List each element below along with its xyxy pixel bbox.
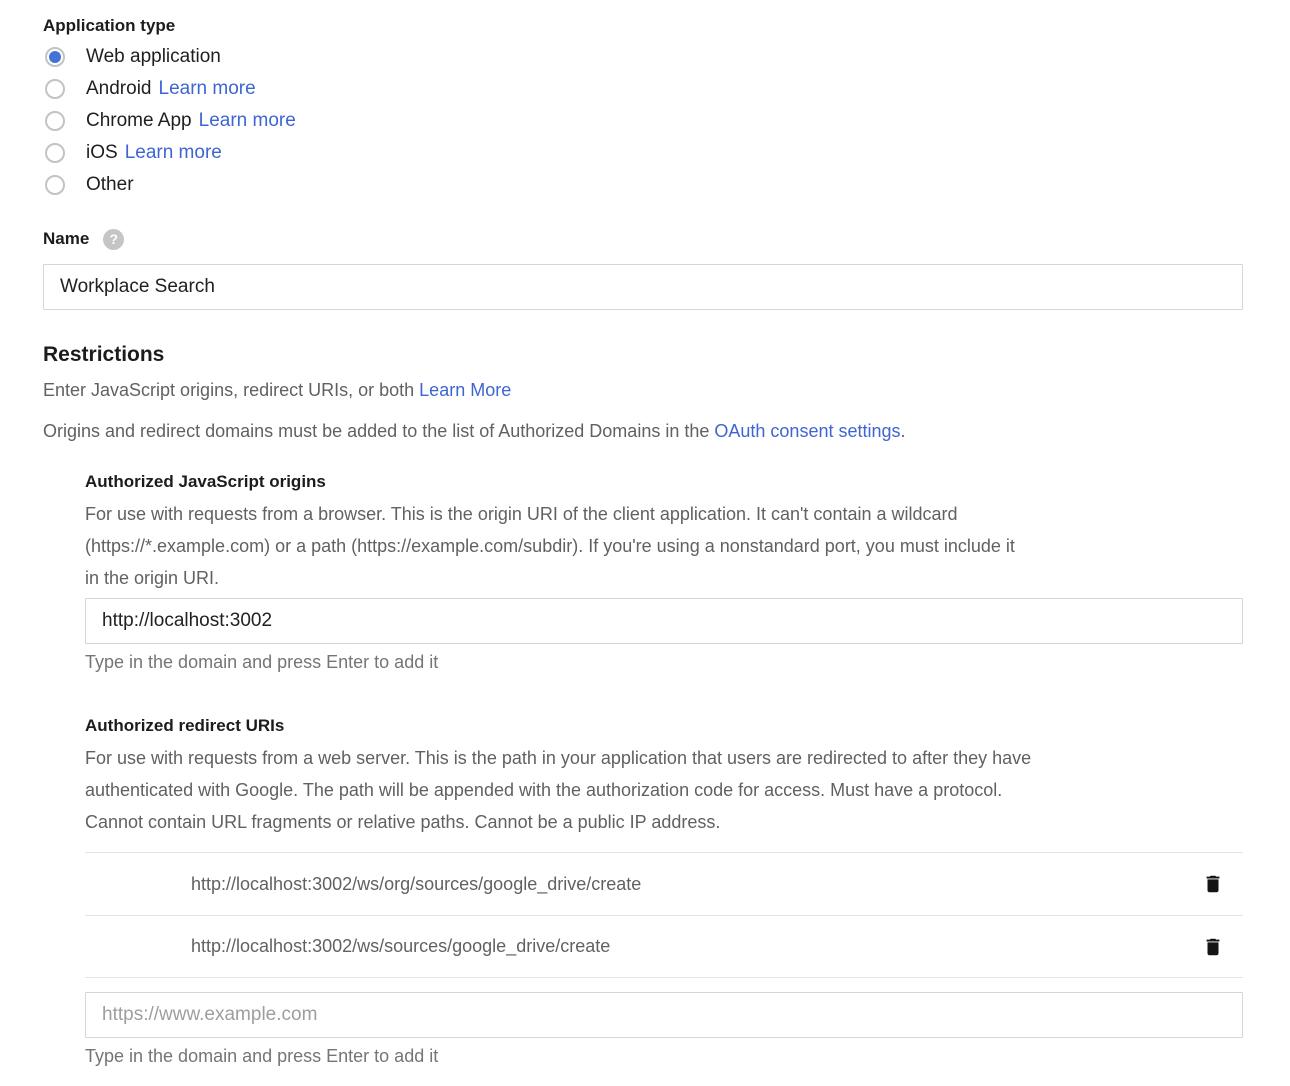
radio-option-web-application[interactable] xyxy=(43,41,1243,73)
js-origins-title: Authorized JavaScript origins xyxy=(85,472,326,491)
redirect-uris-description-line: For use with requests from a web server. This is the path in your application that users are redirected to after they have xyxy=(85,748,1032,768)
radio-option-other[interactable] xyxy=(43,169,1243,201)
name-input[interactable] xyxy=(43,264,1243,310)
authorized-domains-note-text: Origins and redirect domains must be added to the list of Authorized Domains in the xyxy=(43,421,710,441)
redirect-uris-description-line: Cannot contain URL fragments or relative paths. Cannot be a public IP address. xyxy=(85,812,721,832)
redirect-uri-table xyxy=(85,852,1243,978)
radio-dot xyxy=(49,83,61,95)
redirect-uris-description xyxy=(85,742,1243,838)
restrictions-learn-more-link[interactable]: Learn More xyxy=(419,380,512,400)
radio-dot xyxy=(49,147,61,159)
authorized-domains-note xyxy=(43,419,1243,443)
learn-more-link[interactable]: Learn more xyxy=(198,110,296,131)
radio-unselected-icon[interactable] xyxy=(45,175,65,195)
restrictions-intro-text: Enter JavaScript origins, redirect URIs, or both xyxy=(43,380,415,400)
radio-option-label: Android xyxy=(86,78,152,99)
js-origins-input[interactable] xyxy=(85,598,1243,644)
name-label-row xyxy=(43,227,1243,251)
application-type-label: Application type xyxy=(43,16,176,35)
js-origins-helper-text: Type in the domain and press Enter to add it xyxy=(85,652,439,672)
restrictions-title: Restrictions xyxy=(43,343,165,366)
help-icon[interactable]: ? xyxy=(103,229,124,250)
redirect-uris-description-line: authenticated with Google. The path will be appended with the authorization code for access. Must have a protocol. xyxy=(85,780,1003,800)
radio-unselected-icon[interactable] xyxy=(45,143,65,163)
radio-unselected-icon[interactable] xyxy=(45,79,65,99)
delete-uri-button[interactable] xyxy=(1201,871,1225,897)
radio-option-android[interactable] xyxy=(43,73,1243,105)
js-origins-description-line: in the origin URI. xyxy=(85,568,220,588)
note-period: . xyxy=(900,421,906,441)
restrictions-intro xyxy=(43,378,1243,402)
learn-more-link[interactable]: Learn more xyxy=(124,142,222,163)
radio-dot xyxy=(49,51,61,63)
redirect-uri-row xyxy=(85,915,1243,978)
application-type-radio-group xyxy=(43,41,1243,201)
redirect-uri-row xyxy=(85,852,1243,915)
js-origins-description-line: For use with requests from a browser. This is the origin URI of the client application. It can't contain a wildcard xyxy=(85,504,958,524)
radio-unselected-icon[interactable] xyxy=(45,111,65,131)
redirect-uris-title: Authorized redirect URIs xyxy=(85,716,285,735)
radio-option-ios[interactable] xyxy=(43,137,1243,169)
name-label: Name xyxy=(43,229,90,248)
learn-more-link[interactable]: Learn more xyxy=(158,78,256,99)
radio-option-chrome-app[interactable] xyxy=(43,105,1243,137)
redirect-uri-helper-text: Type in the domain and press Enter to add it xyxy=(85,1046,439,1066)
oauth-consent-settings-link[interactable]: OAuth consent settings xyxy=(714,421,901,441)
radio-dot xyxy=(49,115,61,127)
radio-option-label: Chrome App xyxy=(86,110,192,131)
trash-icon xyxy=(1202,872,1224,896)
redirect-uri-value: http://localhost:3002/ws/sources/google_drive/create xyxy=(191,936,611,956)
js-origins-description xyxy=(85,498,1243,594)
radio-option-label: Web application xyxy=(86,46,221,67)
delete-uri-button[interactable] xyxy=(1201,934,1225,960)
radio-option-label: Other xyxy=(86,174,134,195)
radio-selected-icon[interactable] xyxy=(45,47,65,67)
redirect-uri-input[interactable] xyxy=(85,992,1243,1038)
js-origins-description-line: (https://*.example.com) or a path (https://example.com/subdir). If you're using a nonstandard port, you must include it xyxy=(85,536,1015,556)
restrictions-body xyxy=(85,470,1243,1068)
trash-icon xyxy=(1202,935,1224,959)
redirect-uri-value: http://localhost:3002/ws/org/sources/google_drive/create xyxy=(191,873,642,894)
radio-option-label: iOS xyxy=(86,142,118,163)
radio-dot xyxy=(49,179,61,191)
